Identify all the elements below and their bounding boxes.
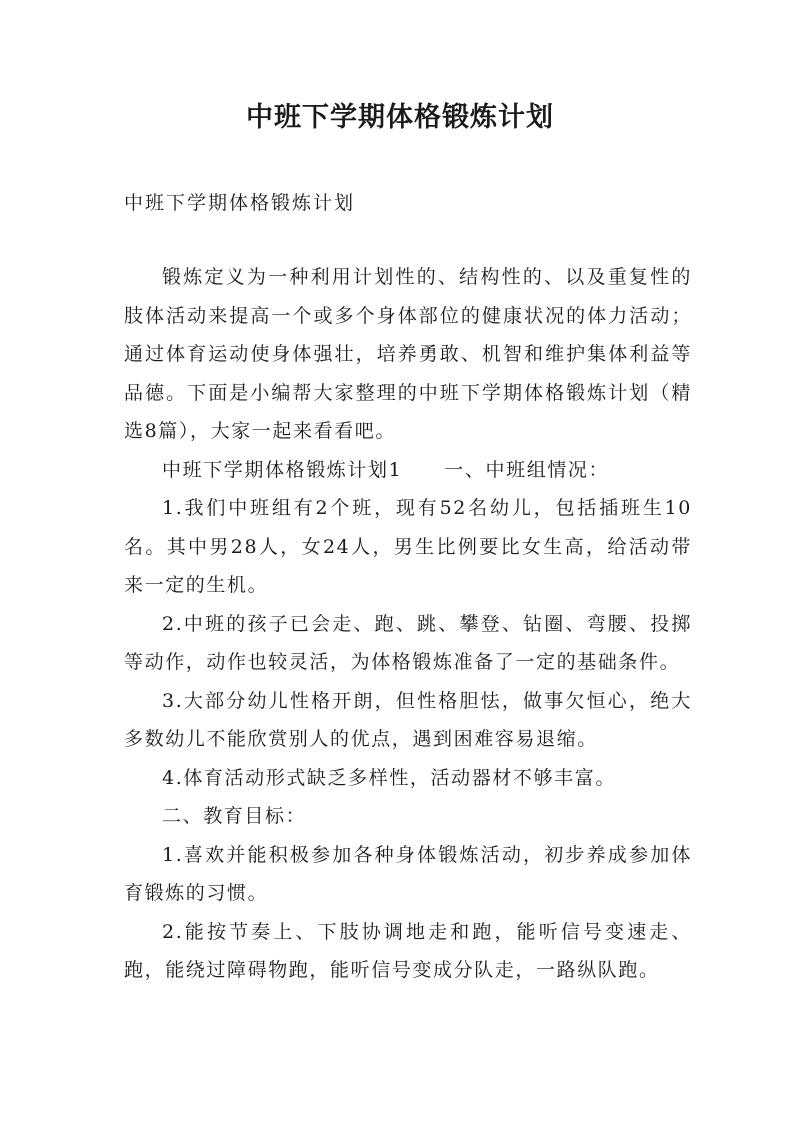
section-heading-situation: 一、中班组情况： bbox=[444, 458, 610, 481]
plan-heading-line bbox=[124, 451, 692, 490]
document-subtitle: 中班下学期体格锻炼计划 bbox=[124, 192, 356, 214]
document-body bbox=[124, 258, 692, 990]
situation-item: 4.体育活动形式缺乏多样性，活动器材不够丰富。 bbox=[162, 766, 616, 789]
intro-paragraph: 锻炼定义为一种利用计划性的、结构性的、以及重复性的肢体活动来提高一个或多个身体部位的健康状况的体力活动；通过体育运动使身体强壮，培养勇敢、机智和维护集体利益等品德。下面是小编帮大家整理的中班下学期体格锻炼计划（精选8篇），大家一起来看看吧。 bbox=[124, 266, 692, 442]
situation-item: 1.我们中班组有2个班，现有52名幼儿，包括插班生10名。其中男28人，女24人，男生比例要比女生高，给活动带来一定的生机。 bbox=[124, 497, 692, 596]
goal-item: 2.能按节奏上、下肢协调地走和跑，能听信号变速走、跑，能绕过障碍物跑，能听信号变成分队走，一路纵队跑。 bbox=[124, 920, 692, 981]
section-heading-goals: 二、教育目标： bbox=[162, 805, 307, 827]
situation-item: 2.中班的孩子已会走、跑、跳、攀登、钻圈、弯腰、投掷等动作，动作也较灵活，为体格锻炼准备了一定的基础条件。 bbox=[124, 612, 692, 673]
plan-heading: 中班下学期体格锻炼计划1 bbox=[162, 458, 403, 481]
document-title: 中班下学期体格锻炼计划 bbox=[246, 102, 554, 133]
goal-item: 1.喜欢并能积极参加各种身体锻炼活动，初步养成参加体育锻炼的习惯。 bbox=[124, 843, 692, 904]
situation-item: 3.大部分幼儿性格开朗，但性格胆怯，做事欠恒心，绝大多数幼儿不能欣赏别人的优点，遇到困难容易退缩。 bbox=[124, 689, 692, 750]
